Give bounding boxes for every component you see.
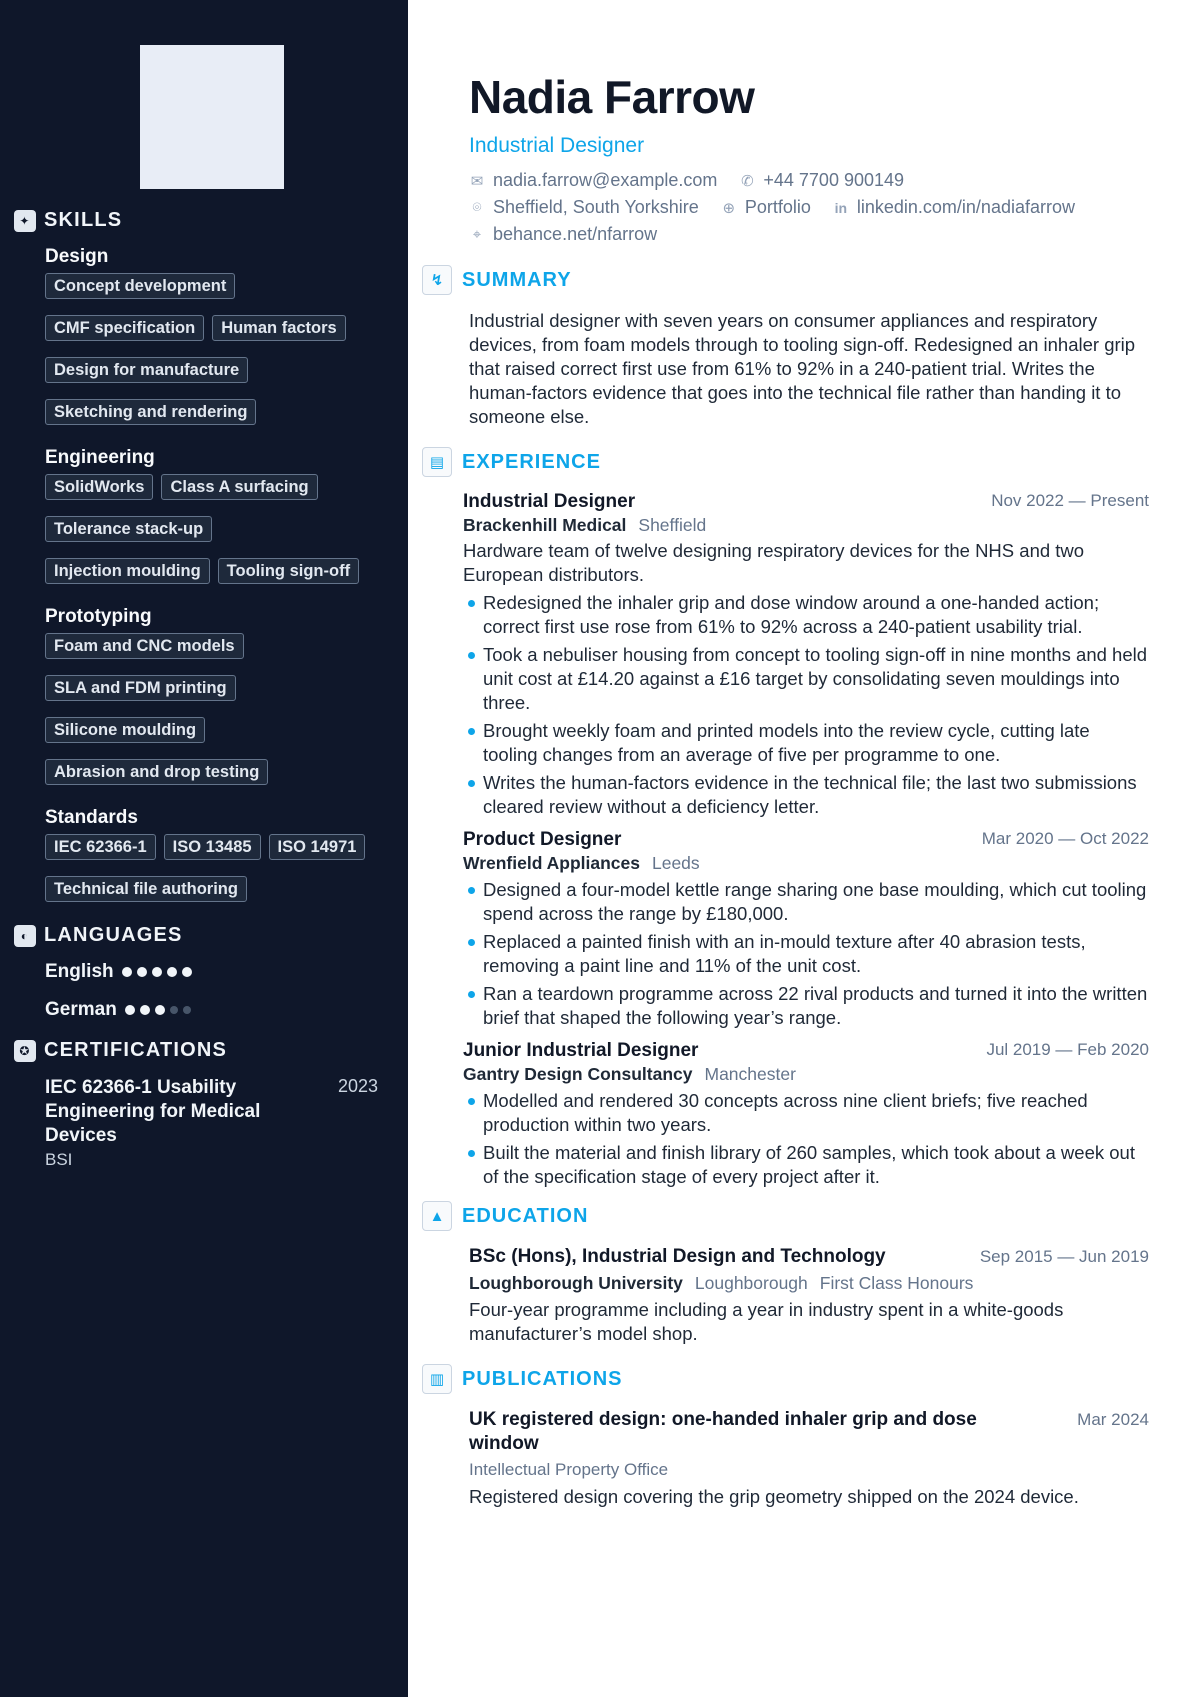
- main-content: [408, 0, 1200, 1697]
- map-pin-icon: ⌾: [472, 199, 482, 216]
- education-dates: Sep 2015 — Jun 2019: [979, 1247, 1149, 1266]
- company-name: Gantry Design Consultancy: [463, 1064, 693, 1084]
- school-location: Loughborough: [694, 1273, 808, 1293]
- certifications-heading-label: CERTIFICATIONS: [44, 1039, 228, 1061]
- behance-link: behance.net/nfarrow: [493, 224, 658, 244]
- certificate-icon: ✪: [14, 1040, 36, 1062]
- publication-publisher: Intellectual Property Office: [469, 1460, 669, 1479]
- skill-tag: CMF specification: [45, 315, 204, 341]
- book-icon: ▥: [422, 1364, 452, 1394]
- summary-heading: SUMMARY: [462, 268, 572, 291]
- skill-tag: Abrasion and drop testing: [45, 759, 268, 785]
- level-dot-filled: [125, 1005, 135, 1015]
- achievement-bullet: Built the material and finish library of 260 samples, which took about a week out of the specification stage of every project after it.: [463, 1141, 1149, 1189]
- phone-text: +44 7700 900149: [763, 170, 905, 190]
- experience-item: [463, 1040, 1149, 1189]
- publication-title: UK registered design: one-handed inhaler grip and dose window: [469, 1409, 977, 1454]
- experience-section: [422, 447, 1149, 1189]
- languages-heading: [14, 924, 378, 947]
- degree-title: BSc (Hons), Industrial Design and Technology: [469, 1246, 886, 1267]
- phone-icon: ✆: [741, 172, 754, 190]
- level-dot-filled: [167, 967, 177, 977]
- email-text: nadia.farrow@example.com: [493, 170, 718, 190]
- skill-tag: Injection moulding: [45, 558, 210, 584]
- language-name: English: [45, 961, 114, 982]
- education-section: [422, 1201, 1149, 1346]
- level-dot-filled: [122, 967, 132, 977]
- publication-description: Registered design covering the grip geometry shipped on the 2024 device.: [469, 1486, 1079, 1507]
- skills-heading-label: SKILLS: [44, 209, 123, 231]
- globe-icon: ⊕: [722, 199, 736, 217]
- skills-heading: [14, 209, 378, 232]
- contact-linkedin[interactable]: [833, 197, 1075, 218]
- languages-icon: ◐: [14, 925, 36, 947]
- education-description: Four-year programme including a year in industry spent in a white-goods manufacturer’s model shop.: [469, 1299, 1064, 1344]
- experience-item: [463, 829, 1149, 1030]
- skill-group-engineering: [45, 447, 378, 584]
- skill-tag: Human factors: [212, 315, 346, 341]
- publications-heading: PUBLICATIONS: [462, 1367, 623, 1390]
- skill-group-standards: [45, 807, 378, 902]
- language-level-dots: [125, 1005, 191, 1015]
- contact-portfolio[interactable]: [721, 197, 811, 218]
- contact-behance[interactable]: [469, 224, 657, 245]
- summary-text: Industrial designer with seven years on consumer appliances and respiratory devices, from foam models through to tooling sign-off. Redesigned an inhaler grip that raised correct first use from 61% to 92% in a 240-patient trial. Writes the human-factors evidence that goes into the technical file rather than handing it to someone else.: [469, 310, 1136, 427]
- experience-heading: EXPERIENCE: [462, 450, 601, 473]
- contact-list: [469, 170, 1149, 245]
- summary-section: [422, 265, 1149, 429]
- job-description: Hardware team of twelve designing respiratory devices for the NHS and two European distributors.: [463, 540, 1085, 585]
- contact-location: [469, 197, 699, 218]
- skill-tag: Sketching and rendering: [45, 399, 256, 425]
- sidebar: [0, 0, 408, 1697]
- languages-heading-label: LANGUAGES: [44, 924, 183, 946]
- achievement-bullet: Brought weekly foam and printed models into the review cycle, cutting late tooling changes from an average of five per programme to one.: [463, 719, 1149, 767]
- achievement-bullet: Replaced a painted finish with an in-mould texture after 40 abrasion tests, removing a paint line and 11% of the unit cost.: [463, 930, 1149, 978]
- skill-group-title: Prototyping: [45, 606, 152, 627]
- language-name: German: [45, 999, 117, 1020]
- job-dates: Jul 2019 — Feb 2020: [986, 1040, 1149, 1059]
- company-name: Brackenhill Medical: [463, 515, 627, 535]
- candidate-name: Nadia Farrow: [469, 71, 755, 123]
- achievement-bullet: Redesigned the inhaler grip and dose window around a one-handed action; correct first use rose from 61% to 92% across a 240-patient usability trial.: [463, 591, 1149, 639]
- certification-issuer: BSI: [45, 1150, 73, 1169]
- school-name: Loughborough University: [469, 1273, 683, 1293]
- skill-tag: ISO 14971: [269, 834, 366, 860]
- degree-honours: First Class Honours: [819, 1273, 974, 1293]
- skill-tag: Concept development: [45, 273, 235, 299]
- certifications-heading: [14, 1039, 378, 1062]
- publications-section: [422, 1364, 1149, 1509]
- level-dot-empty: [183, 1006, 191, 1014]
- contact-phone[interactable]: [739, 170, 904, 191]
- job-title: Industrial Designer: [463, 491, 636, 512]
- language-level-dots: [122, 967, 192, 977]
- skill-tag: IEC 62366-1: [45, 834, 156, 860]
- graduation-cap-icon: ▲: [422, 1201, 452, 1231]
- skills-icon: ✦: [14, 210, 36, 232]
- briefcase-icon: ▤: [422, 447, 452, 477]
- job-title: Product Designer: [463, 829, 622, 850]
- company-name: Wrenfield Appliances: [463, 853, 640, 873]
- achievement-bullet: Designed a four-model kettle range sharing one base moulding, which cut tooling spend across the range by £180,000.: [463, 878, 1149, 926]
- level-dot-filled: [182, 967, 192, 977]
- candidate-role: Industrial Designer: [469, 134, 645, 157]
- job-location: Manchester: [704, 1064, 796, 1084]
- certification-item: [45, 1076, 378, 1148]
- job-location: Sheffield: [638, 515, 707, 535]
- linkedin-link: linkedin.com/in/nadiafarrow: [856, 197, 1075, 217]
- certification-year: 2023: [337, 1076, 378, 1096]
- tag-icon: ⌖: [472, 226, 482, 243]
- skill-tag: Silicone moulding: [45, 717, 205, 743]
- language-row: [45, 961, 378, 983]
- skills-section: [14, 209, 378, 902]
- job-title: Junior Industrial Designer: [463, 1040, 699, 1061]
- profile-photo-placeholder: [140, 45, 284, 189]
- job-dates: Nov 2022 — Present: [991, 491, 1149, 510]
- skill-group-prototyping: [45, 606, 378, 785]
- skill-tag: Design for manufacture: [45, 357, 248, 383]
- skill-tag: Foam and CNC models: [45, 633, 244, 659]
- level-dot-filled: [152, 967, 162, 977]
- skill-group-title: Design: [45, 246, 109, 267]
- job-location: Leeds: [651, 853, 700, 873]
- skill-tag: SLA and FDM printing: [45, 675, 236, 701]
- achievement-bullet: Modelled and rendered 30 concepts across nine client briefs; five reached production within two years.: [463, 1089, 1149, 1137]
- achievement-bullet: Took a nebuliser housing from concept to tooling sign-off in nine months and held unit cost at £14.20 against a £16 target by consolidating seven mouldings into three.: [463, 643, 1149, 715]
- achievement-bullet: Writes the human-factors evidence in the technical file; the last two submissions cleared review without a deficiency letter.: [463, 771, 1149, 819]
- level-dot-empty: [170, 1006, 178, 1014]
- languages-section: [14, 924, 378, 1021]
- contact-email[interactable]: [469, 170, 717, 191]
- level-dot-filled: [137, 967, 147, 977]
- certification-name: IEC 62366-1 Usability Engineering for Medical Devices: [45, 1077, 261, 1146]
- skill-tag: ISO 13485: [164, 834, 261, 860]
- publication-date: Mar 2024: [1077, 1410, 1149, 1429]
- certifications-section: [14, 1039, 378, 1170]
- summary-icon: ↯: [422, 265, 452, 295]
- experience-item: [463, 491, 1149, 819]
- skill-tag: Class A surfacing: [161, 474, 317, 500]
- language-row: [45, 999, 378, 1021]
- education-heading: EDUCATION: [462, 1204, 589, 1227]
- level-dot-filled: [155, 1005, 165, 1015]
- portfolio-link: Portfolio: [744, 197, 811, 217]
- level-dot-filled: [140, 1005, 150, 1015]
- achievement-bullet: Ran a teardown programme across 22 rival products and turned it into the written brief that shaped the following year’s range.: [463, 982, 1149, 1030]
- skill-tag: Tolerance stack-up: [45, 516, 212, 542]
- skill-group-title: Standards: [45, 807, 138, 828]
- envelope-icon: ✉: [470, 172, 484, 190]
- skill-tag: Technical file authoring: [45, 876, 247, 902]
- skill-group-title: Engineering: [45, 447, 155, 468]
- skill-tag: SolidWorks: [45, 474, 153, 500]
- skill-group-design: [45, 246, 378, 425]
- skill-tag: Tooling sign-off: [218, 558, 359, 584]
- location-text: Sheffield, South Yorkshire: [493, 197, 699, 217]
- linkedin-icon: in: [834, 199, 848, 216]
- job-dates: Mar 2020 — Oct 2022: [981, 829, 1149, 848]
